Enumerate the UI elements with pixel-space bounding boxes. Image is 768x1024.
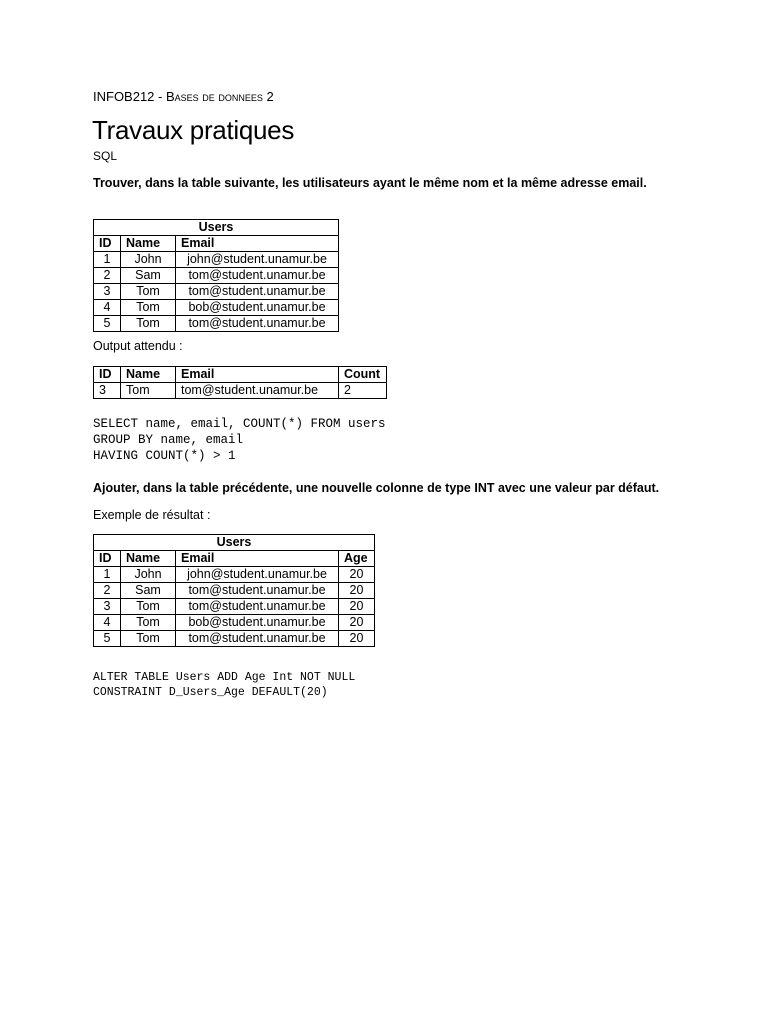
page-title: Travaux pratiques xyxy=(92,115,295,145)
code-line: GROUP BY name, email xyxy=(93,433,244,447)
cell-id: 3 xyxy=(94,383,121,399)
cell-email: john@student.unamur.be xyxy=(176,252,339,268)
cell-id: 2 xyxy=(94,268,121,284)
output-table xyxy=(93,366,387,399)
cell-email: bob@student.unamur.be xyxy=(176,615,339,631)
table-row xyxy=(94,252,339,268)
cell-email: tom@student.unamur.be xyxy=(176,268,339,284)
table-caption: Users xyxy=(94,220,339,236)
course-name: Bases de donnees 2 xyxy=(165,89,274,104)
cell-age: 20 xyxy=(339,631,375,647)
cell-age: 20 xyxy=(339,567,375,583)
users-age-table xyxy=(93,534,375,647)
table-row xyxy=(94,383,387,399)
example-label: Exemple de résultat : xyxy=(93,508,211,522)
cell-id: 1 xyxy=(94,567,121,583)
cell-name: Sam xyxy=(121,583,176,599)
column-header-name: Name xyxy=(121,236,176,252)
course-separator: - xyxy=(154,89,166,104)
cell-email: tom@student.unamur.be xyxy=(176,631,339,647)
table-row xyxy=(94,631,375,647)
table-row xyxy=(94,599,375,615)
table-row xyxy=(94,268,339,284)
column-header-name: Name xyxy=(121,367,176,383)
cell-name: Tom xyxy=(121,631,176,647)
code-line: SELECT name, email, COUNT(*) FROM users xyxy=(93,417,386,431)
column-header-age: Age xyxy=(339,551,375,567)
cell-name: Tom xyxy=(121,284,176,300)
column-header-id: ID xyxy=(94,236,121,252)
cell-name: Tom xyxy=(121,599,176,615)
cell-name: John xyxy=(121,252,176,268)
cell-name: Tom xyxy=(121,615,176,631)
cell-id: 4 xyxy=(94,300,121,316)
cell-id: 2 xyxy=(94,583,121,599)
users-table xyxy=(93,219,339,332)
exercise1-question: Trouver, dans la table suivante, les utilisateurs ayant le même nom et la même adresse email. xyxy=(93,176,647,190)
exercise2-question: Ajouter, dans la table précédente, une nouvelle colonne de type INT avec une valeur par défaut. xyxy=(93,481,660,495)
table-caption: Users xyxy=(94,535,375,551)
table-row xyxy=(94,567,375,583)
course-header xyxy=(93,89,274,104)
cell-name: Tom xyxy=(121,300,176,316)
cell-email: tom@student.unamur.be xyxy=(176,599,339,615)
table-row xyxy=(94,300,339,316)
table-row xyxy=(94,615,375,631)
column-header-id: ID xyxy=(94,551,121,567)
code-line: CONSTRAINT D_Users_Age DEFAULT(20) xyxy=(93,686,328,699)
column-header-count: Count xyxy=(339,367,387,383)
cell-age: 20 xyxy=(339,583,375,599)
cell-id: 3 xyxy=(94,599,121,615)
cell-age: 20 xyxy=(339,615,375,631)
cell-id: 1 xyxy=(94,252,121,268)
cell-id: 5 xyxy=(94,631,121,647)
sql-alter-code xyxy=(93,670,355,700)
column-header-name: Name xyxy=(121,551,176,567)
column-header-email: Email xyxy=(176,236,339,252)
cell-name: Sam xyxy=(121,268,176,284)
column-header-id: ID xyxy=(94,367,121,383)
cell-name: John xyxy=(121,567,176,583)
cell-email: tom@student.unamur.be xyxy=(176,583,339,599)
sql-select-code xyxy=(93,416,386,464)
table-row xyxy=(94,284,339,300)
code-line: HAVING COUNT(*) > 1 xyxy=(93,449,236,463)
cell-email: tom@student.unamur.be xyxy=(176,284,339,300)
column-header-email: Email xyxy=(176,367,339,383)
cell-email: bob@student.unamur.be xyxy=(176,300,339,316)
cell-email: tom@student.unamur.be xyxy=(176,383,339,399)
code-line: ALTER TABLE Users ADD Age Int NOT NULL xyxy=(93,671,356,684)
cell-count: 2 xyxy=(339,383,387,399)
column-header-email: Email xyxy=(176,551,339,567)
output-label: Output attendu : xyxy=(93,339,183,353)
cell-email: tom@student.unamur.be xyxy=(176,316,339,332)
table-row xyxy=(94,316,339,332)
cell-email: john@student.unamur.be xyxy=(176,567,339,583)
cell-id: 4 xyxy=(94,615,121,631)
table-row xyxy=(94,583,375,599)
cell-age: 20 xyxy=(339,599,375,615)
cell-id: 5 xyxy=(94,316,121,332)
course-code: INFOB212 xyxy=(93,89,155,104)
cell-name: Tom xyxy=(121,383,176,399)
cell-name: Tom xyxy=(121,316,176,332)
page-subtitle: SQL xyxy=(93,149,118,163)
cell-id: 3 xyxy=(94,284,121,300)
